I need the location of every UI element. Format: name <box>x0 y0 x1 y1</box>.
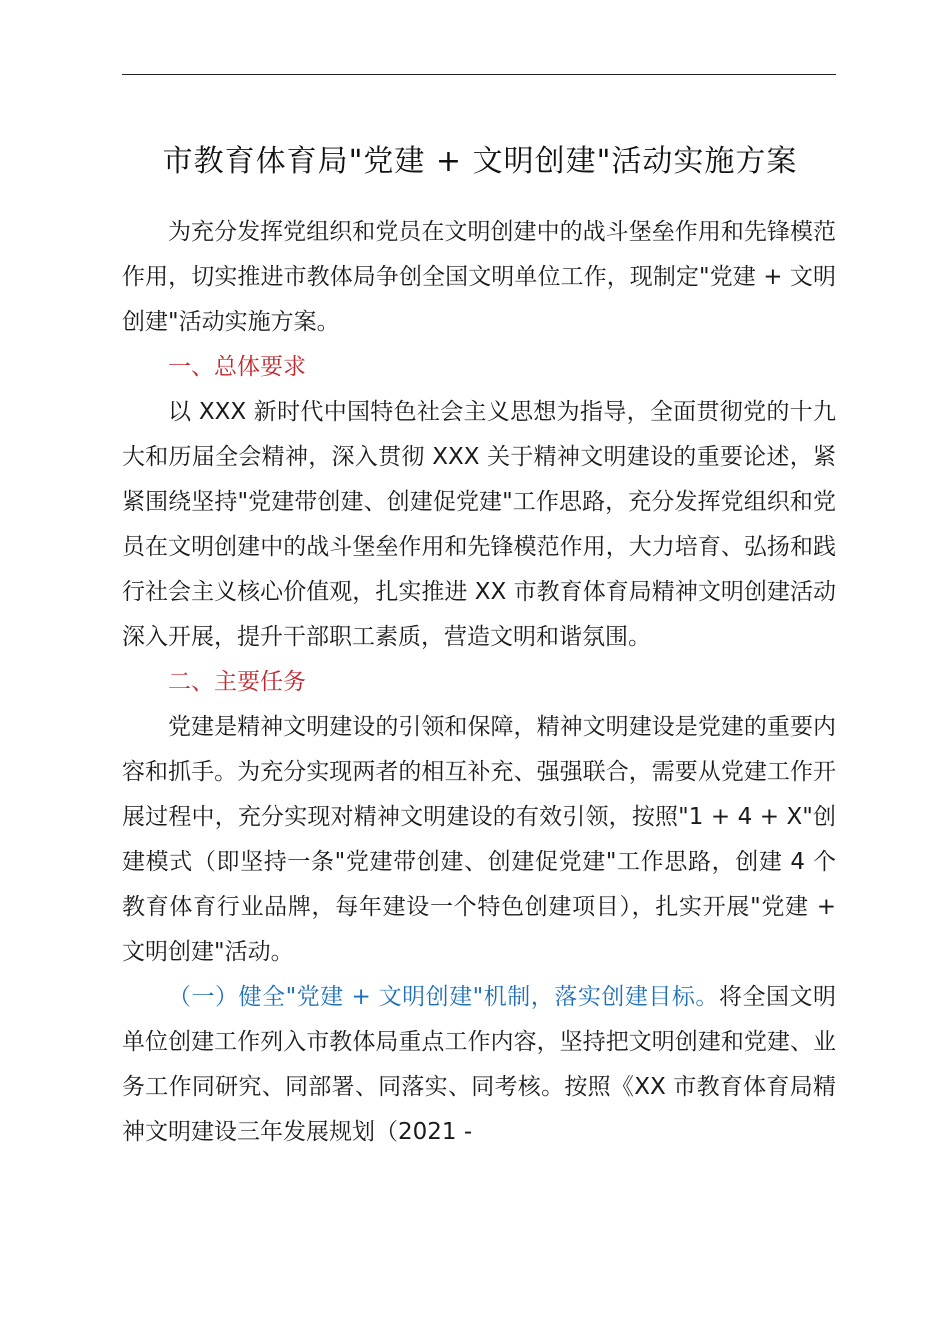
main-tasks-paragraph: 党建是精神文明建设的引领和保障，精神文明建设是党建的重要内容和抓手。为充分实现两者的相互补充、强强联合，需要从党建工作开展过程中，充分实现对精神文明建设的有效引领，按照"1 + 4 + X"创建模式（即坚持一条"党建带创建、创建促党建"工作思路，创建 4 个教育体育行业品牌，每年建设一个特色创建项目），扎实开展"党建 + 文明创建"活动。 <box>122 714 836 965</box>
document-body <box>122 210 836 1155</box>
document-title: 市教育体育局"党建 + 文明创建"活动实施方案 <box>162 144 798 179</box>
subsection-mechanism-paragraph <box>122 975 836 1155</box>
subsection-mechanism-text: 将全国文明单位创建工作列入市教体局重点工作内容，坚持把文明创建和党建、业务工作同研究、同部署、同落实、同考核。按照《XX 市教育体育局精神文明建设三年发展规划（2021 - <box>122 984 836 1145</box>
section-heading-general-requirements: 一、总体要求 <box>168 354 306 380</box>
header-rule <box>122 74 836 75</box>
general-requirements-paragraph: 以 XXX 新时代中国特色社会主义思想为指导，全面贯彻党的十九大和历届全会精神，深入贯彻 XXX 关于精神文明建设的重要论述，紧紧围绕坚持"党建带创建、创建促党建"工作思路，充分发挥党组织和党员在文明创建中的战斗堡垒作用和先锋模范作用，大力培育、弘扬和践行社会主义核心价值观，扎实推进 XX 市教育体育局精神文明创建活动深入开展，提升干部职工素质，营造文明和谐氛围。 <box>122 399 836 650</box>
section-heading-main-tasks: 二、主要任务 <box>168 669 306 695</box>
intro-paragraph: 为充分发挥党组织和党员在文明创建中的战斗堡垒作用和先锋模范作用，切实推进市教体局争创全国文明单位工作，现制定"党建 + 文明创建"活动实施方案。 <box>122 219 836 335</box>
subsection-heading-mechanism: （一）健全"党建 + 文明创建"机制，落实创建目标。 <box>168 984 719 1010</box>
